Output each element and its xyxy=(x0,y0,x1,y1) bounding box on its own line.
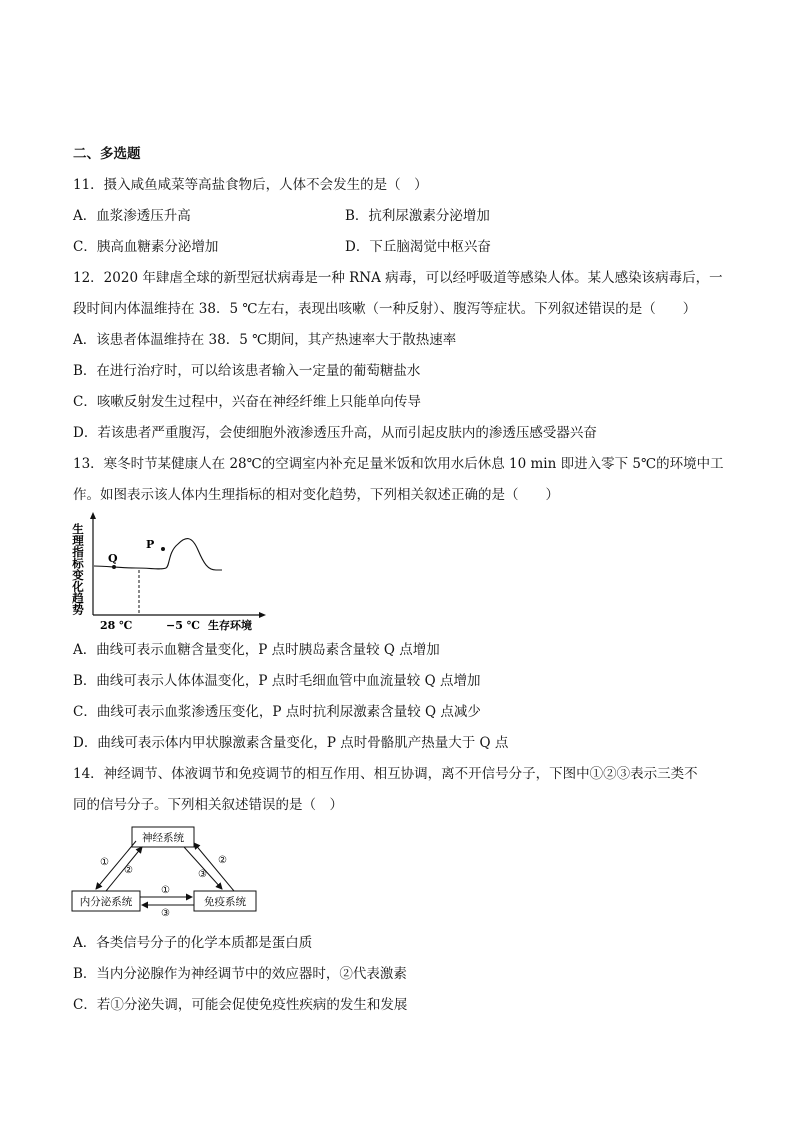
q13-figure xyxy=(66,510,271,634)
q14-option-c: C．若①分泌失调，可能会促使免疫性疾病的发生和发展 xyxy=(73,997,408,1013)
q12-stem-line2: 段时间内体温维持在 38．5 ℃左右，表现出咳嗽（一种反射）、腹泻等症状。下列叙述错误的是（ ） xyxy=(73,301,697,317)
x-tick-28: 28 ℃ xyxy=(100,619,133,632)
point-q-dot xyxy=(112,565,116,569)
x-tick-minus5: −5 ℃ xyxy=(166,619,200,632)
q11-option-b: B．抗利尿激素分泌增加 xyxy=(345,208,490,224)
q14-option-a: A．各类信号分子的化学本质都是蛋白质 xyxy=(73,935,313,951)
right-mark-3: ③ xyxy=(198,869,207,880)
box-endocrine-label: 内分泌系统 xyxy=(79,896,133,908)
point-q-label: Q xyxy=(108,552,118,565)
point-p-label: P xyxy=(146,538,155,551)
q12-option-b: B．在进行治疗时，可以给该患者输入一定量的葡萄糖盐水 xyxy=(73,363,421,379)
q13-option-b: B．曲线可表示人体体温变化，P 点时毛细血管中血流量较 Q 点增加 xyxy=(73,673,481,689)
q11-option-d: D．下丘脑渴觉中枢兴奋 xyxy=(345,239,491,255)
q12-stem-line1: 12．2020 年肆虐全球的新型冠状病毒是一种 RNA 病毒，可以经呼吸道等感染人体。某人感染该病毒后，一 xyxy=(73,270,723,286)
q11-option-a: A．血浆渗透压升高 xyxy=(73,208,191,224)
y-axis-label: 生理指标变化趋势 xyxy=(71,523,85,615)
left-mark-1: ① xyxy=(100,857,109,868)
q12-option-a: A．该患者体温维持在 38．5 ℃期间，其产热速率大于散热速率 xyxy=(73,332,457,348)
q11-option-c: C．胰高血糖素分泌增加 xyxy=(73,239,219,255)
q13-option-a: A．曲线可表示血糖含量变化，P 点时胰岛素含量较 Q 点增加 xyxy=(73,642,440,658)
box-nerve-label: 神经系统 xyxy=(142,832,184,844)
q14-figure xyxy=(70,825,260,917)
left-mark-2: ② xyxy=(124,865,133,876)
q11-stem: 11．摄入咸鱼咸菜等高盐食物后，人体不会发生的是（ ） xyxy=(73,177,428,193)
q13-option-c: C．曲线可表示血浆渗透压变化，P 点时抗利尿激素含量较 Q 点减少 xyxy=(73,704,481,720)
bottom-mark-1: ① xyxy=(161,885,170,896)
q12-option-d: D．若该患者严重腹泻，会使细胞外液渗透压升高，从而引起皮肤内的渗透压感受器兴奋 xyxy=(73,425,597,441)
x-axis-arrow xyxy=(259,612,266,618)
q12-option-c: C．咳嗽反射发生过程中，兴奋在神经纤维上只能单向传导 xyxy=(73,394,421,410)
bottom-mark-3: ③ xyxy=(161,908,170,917)
right-mark-2: ② xyxy=(218,855,227,866)
box-immune-label: 免疫系统 xyxy=(204,896,246,908)
point-p-dot xyxy=(161,547,165,551)
q14-option-b: B．当内分泌腺作为神经调节中的效应器时，②代表激素 xyxy=(73,966,407,982)
q14-stem-line1: 14．神经调节、体液调节和免疫调节的相互作用、相互协调，离不开信号分子，下图中①②③表示三类不 xyxy=(73,766,698,782)
q13-stem-line2: 作。如图表示该人体内生理指标的相对变化趋势，下列相关叙述正确的是（ ） xyxy=(73,487,559,503)
x-axis-label: 生存环境 xyxy=(208,619,252,632)
q13-option-d: D．曲线可表示体内甲状腺激素含量变化，P 点时骨骼肌产热量大于 Q 点 xyxy=(73,735,509,751)
arrow-immune-to-nerve xyxy=(194,843,234,891)
q14-stem-line2: 同的信号分子。下列相关叙述错误的是（ ） xyxy=(73,797,343,813)
section-title: 二、多选题 xyxy=(73,146,141,162)
q13-stem-line1: 13．寒冬时节某健康人在 28℃的空调室内补充足量米饭和饮用水后休息 10 min 即进入零下 5℃的环境中工 xyxy=(73,456,724,472)
y-axis-arrow xyxy=(90,512,96,519)
